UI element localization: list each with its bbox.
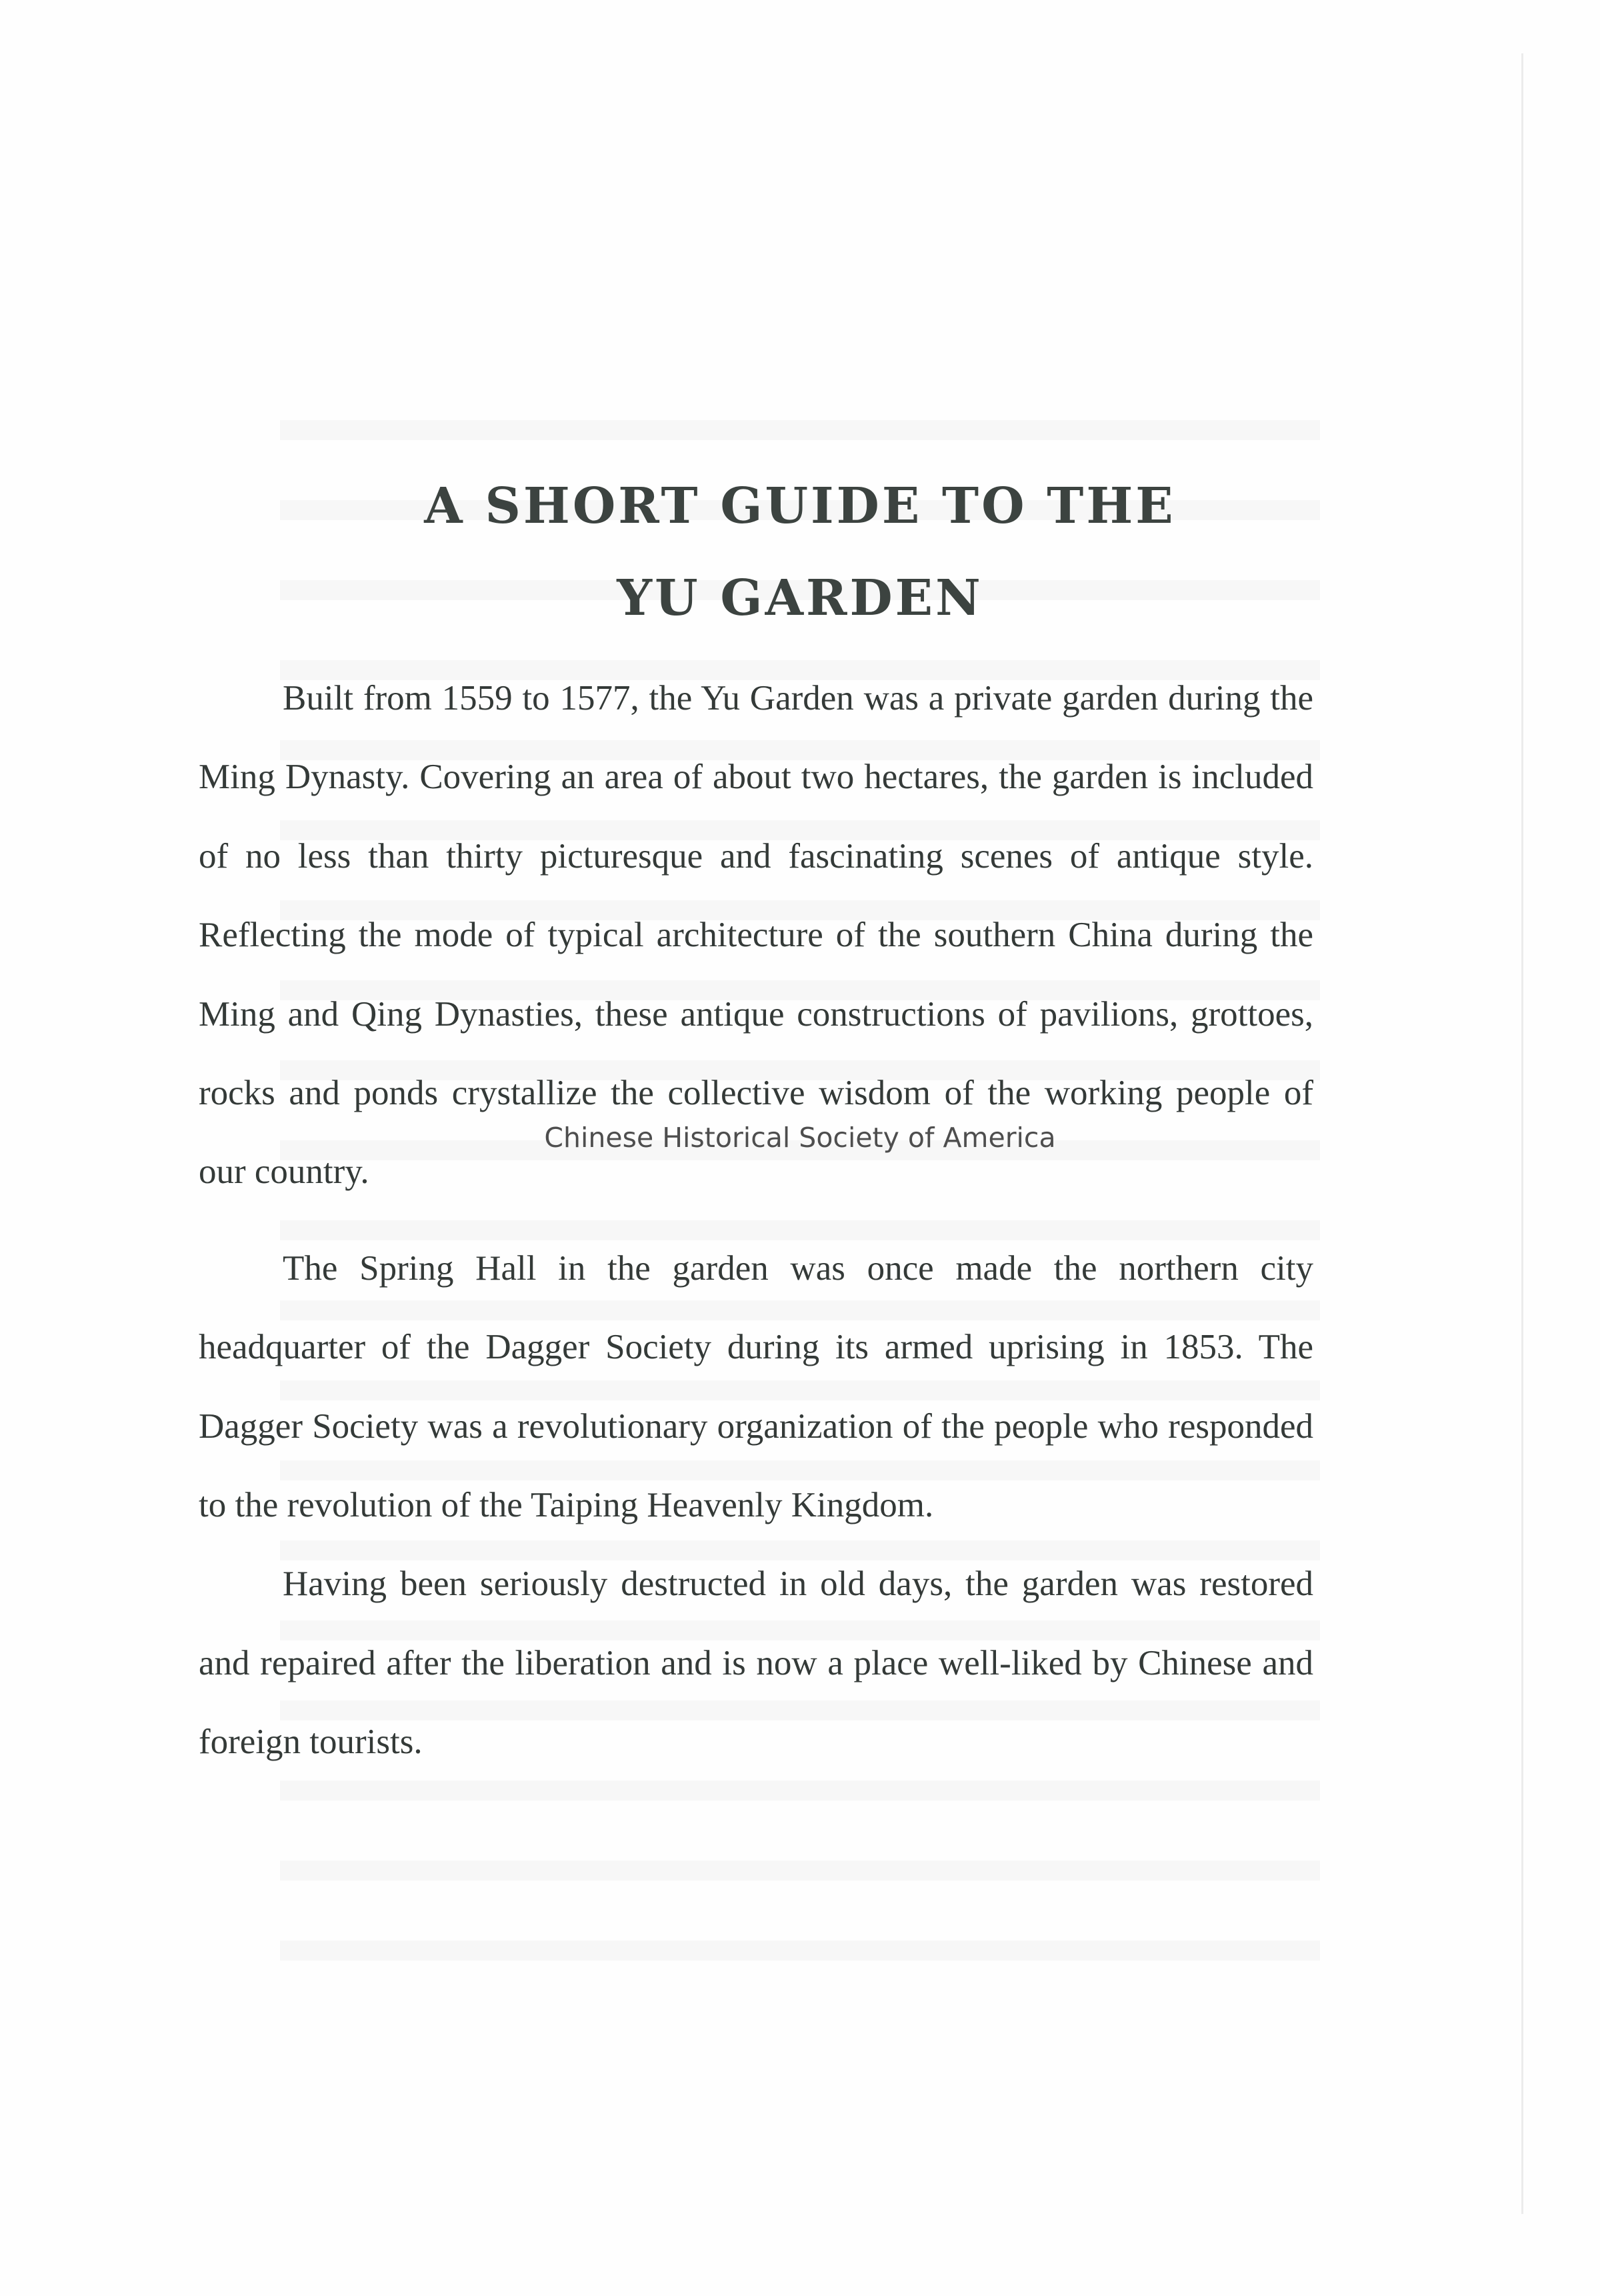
watermark-text: Chinese Historical Society of America	[544, 1122, 1056, 1154]
page-title	[0, 460, 1600, 644]
title-line-1: A SHORT GUIDE TO THE	[424, 477, 1176, 535]
body-text	[199, 659, 1313, 1782]
paragraph-spring-hall: The Spring Hall in the garden was once made the northern city headquarter of the Dagger Society during its armed uprising in 1853. The Dagger Society was a revolutionary organization of the people who responded to the revolution of the Taiping Heavenly Kingdom.	[199, 1248, 1313, 1525]
paragraph-restoration: Having been seriously destructed in old days, the garden was restored and repaired after the liberation and is now a place well-liked by Chinese and foreign tourists.	[199, 1564, 1313, 1762]
title-line-2: YU GARDEN	[617, 569, 983, 627]
paragraph-history: Built from 1559 to 1577, the Yu Garden was a private garden during the Ming Dynasty. Covering an area of about two hectares, the garden is included of no less than thirty picturesque and fascinating scenes of antique style. Reflecting the mode of typical architecture of the southern China during the Ming and Qing Dynasties, these antique constructions of pavilions, grottoes, rocks and ponds crystallize the collective wisdom of the working people of our country.	[199, 679, 1313, 1192]
